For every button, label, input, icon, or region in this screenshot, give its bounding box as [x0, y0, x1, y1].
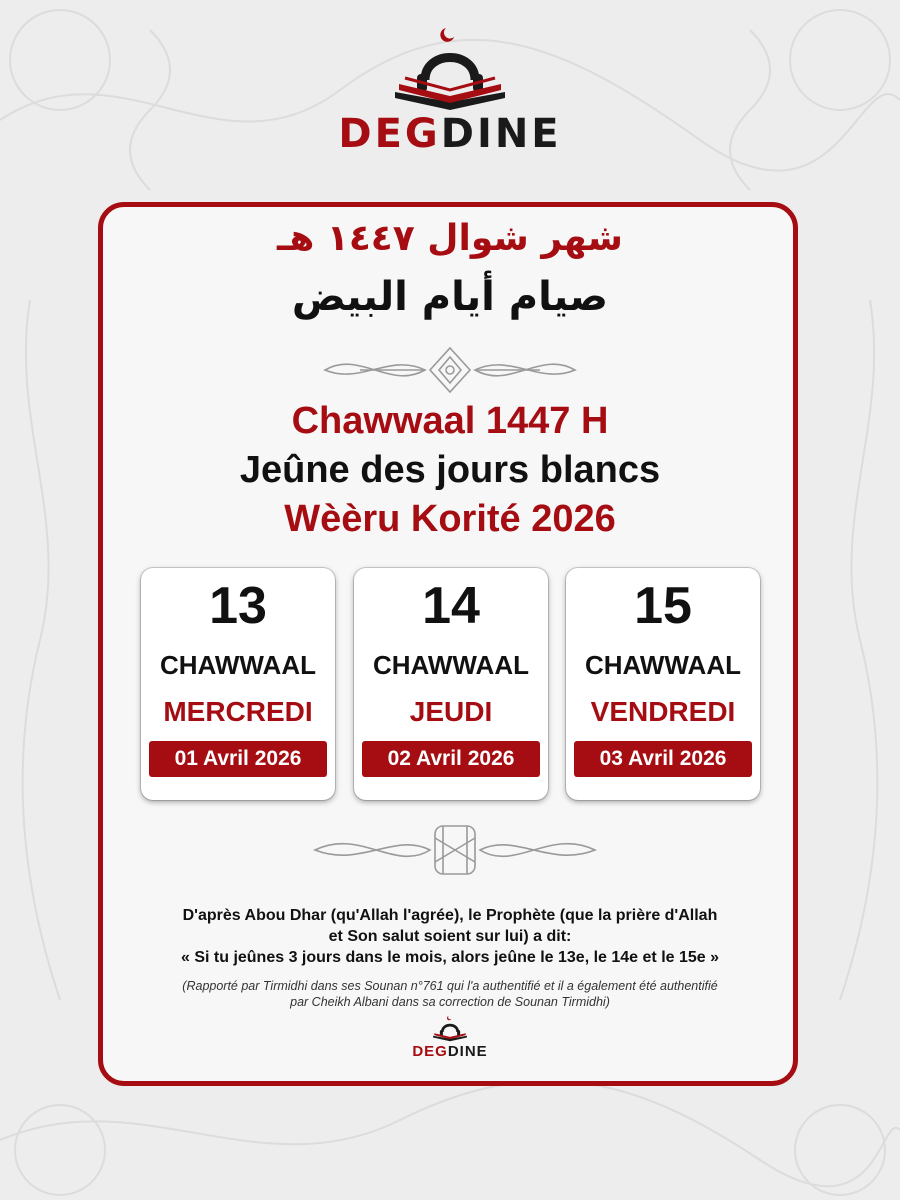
brand-name-part2: DINE [447, 1043, 488, 1060]
card-date: 02 Avril 2026 [362, 741, 540, 777]
brand-name-part1: DEG [338, 111, 441, 157]
hadith-line-1: D'après Abou Dhar (qu'Allah l'agrée), le Prophète (que la prière d'Allah [182, 907, 718, 924]
hadith-line-3: « Si tu jeûnes 3 jours dans le mois, alors jeûne le 13e, le 14e et le 15e » [180, 949, 720, 966]
hadith-text [110, 905, 790, 968]
card-weekday: JEUDI [409, 696, 493, 727]
card-day-number: 15 [634, 577, 692, 635]
card-date: 03 Avril 2026 [574, 741, 752, 777]
source-line-1: (Rapporté par Tirmidhi dans ses Sounan n°761 qui l'a authentifié et il a également été authentifié [182, 979, 718, 993]
brand-name [0, 111, 900, 157]
day-card-15 [566, 568, 760, 800]
brand-name-part2: DINE [440, 111, 562, 157]
ornament-divider-top [320, 345, 580, 395]
arabic-fast-title: صيام أيام البيض [291, 274, 609, 320]
card-weekday: MERCREDI [163, 696, 313, 727]
brand-name-small [0, 1044, 900, 1059]
brand-logo-bottom [0, 1013, 900, 1059]
month-title: Chawwaal 1447 H [291, 400, 609, 442]
card-day-number: 13 [209, 577, 267, 635]
mosque-book-icon [385, 22, 515, 112]
hadith-source [112, 978, 788, 1010]
fast-title: Jeûne des jours blancs [239, 449, 661, 491]
mosque-book-icon [430, 1013, 470, 1043]
wolof-title: Wèèru Korité 2026 [284, 498, 616, 540]
card-date: 01 Avril 2026 [149, 741, 327, 777]
card-month: CHAWWAAL [373, 650, 529, 680]
day-card-13 [141, 568, 335, 800]
card-day-number: 14 [422, 577, 480, 635]
brand-logo-top [0, 22, 900, 157]
card-month: CHAWWAAL [160, 650, 316, 680]
ornament-divider-bottom [310, 820, 600, 880]
card-month: CHAWWAAL [585, 650, 741, 680]
hadith-line-2: et Son salut soient sur lui) a dit: [328, 928, 572, 945]
arabic-month-title: شهر شوال ١٤٤٧ هـ [277, 218, 623, 259]
brand-name-part1: DEG [412, 1043, 448, 1060]
day-card-14 [354, 568, 548, 800]
card-weekday: VENDREDI [590, 696, 736, 727]
source-line-2: par Cheikh Albani dans sa correction de Sounan Tirmidhi) [290, 995, 610, 1009]
